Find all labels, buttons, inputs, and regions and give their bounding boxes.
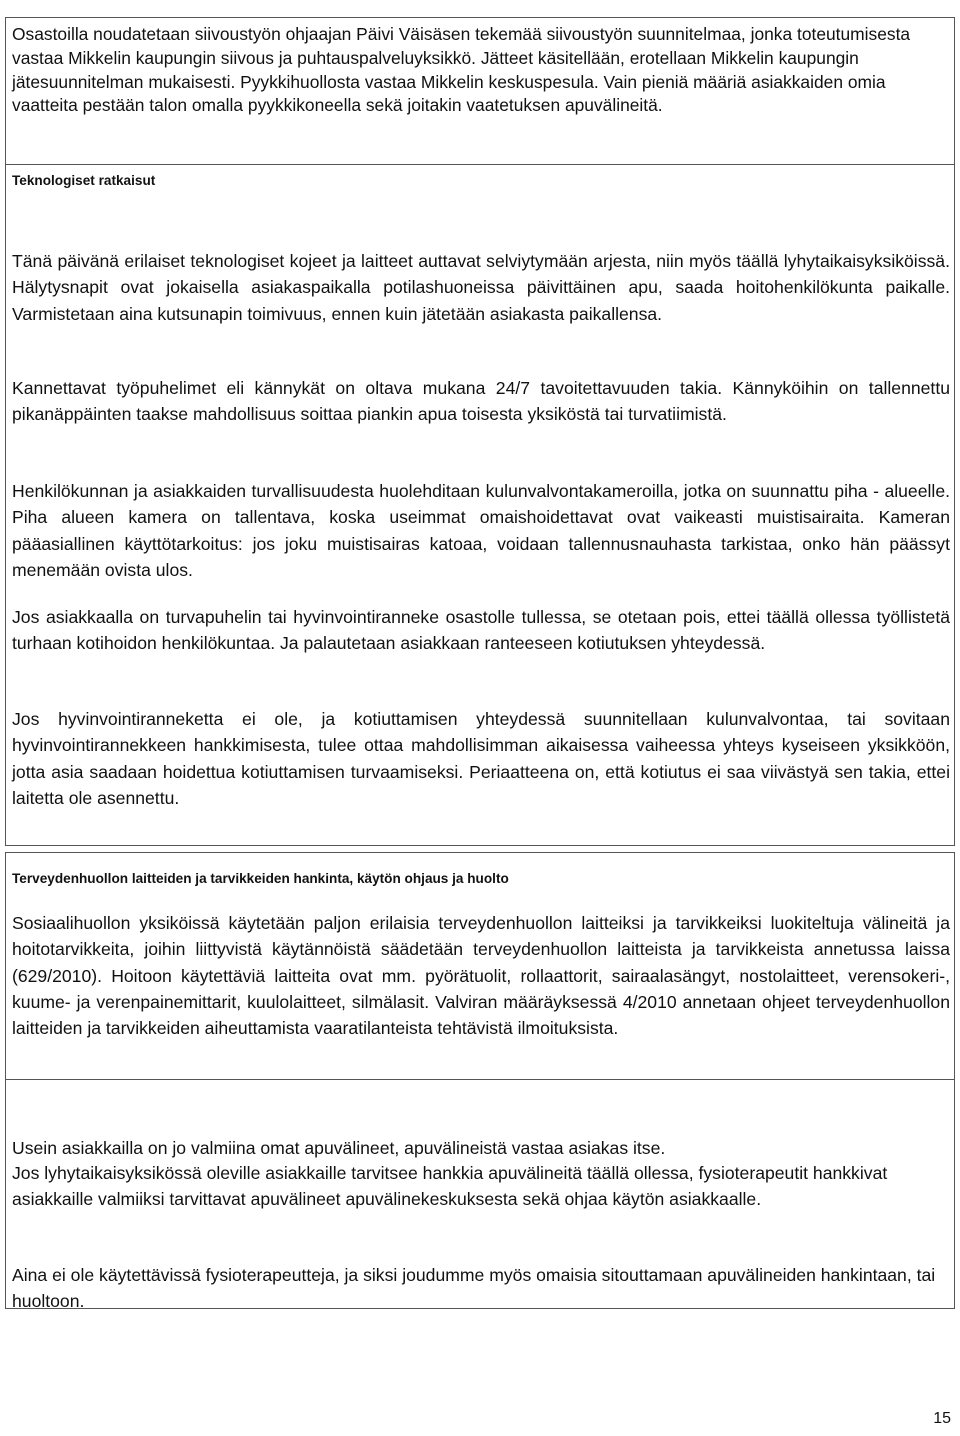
tech-heading: Teknologiset ratkaisut [12, 173, 156, 188]
health-heading: Terveydenhuollon laitteiden ja tarvikkeiden hankinta, käytön ohjaus ja huolto [12, 871, 509, 886]
tech-paragraph-2: Kannettavat työpuhelimet eli kännykät on oltava mukana 24/7 tavoitettavuuden takia. Kännyköihin on tallennettu pikanäppäinten taakse mahdollisuus soittaa piankin apua toisesta yksiköstä tai turvatiimistä. [12, 378, 950, 425]
intro-paragraph: Osastoilla noudatetaan siivoustyön ohjaajan Päivi Väisäsen tekemää siivoustyön suunnitelmaa, jonka toteutumisesta vastaa Mikkelin kaupungin siivous ja puhtauspalveluyksikkö. Jätteet käsitellään, erotellaan Mikkelin kaupungin jätesuunnitelman mukaisesti. Pyykkihuollosta vastaa Mikkelin keskuspesula. Vain pieniä määriä asiakkaiden omia vaatteita pestään talon omalla pyykkikoneella sekä joitakin vaatetuksen apuvälineitä. [12, 24, 911, 116]
tech-paragraph-3: Henkilökunnan ja asiakkaiden turvallisuudesta huolehditaan kulunvalvontakameroilla, jotka on suunnattu piha - alueelle. Piha alueen kamera on tallentava, koska useimmat omaishoidettavat ovat vaikeasti muistisairaita. Kameran pääasiallinen käyttötarkoitus: jos joku muistisairas katoaa, voidaan tallennusnauhasta tarkistaa, onko hän päässyt menemään ovista ulos. [12, 481, 950, 580]
tech-paragraph-1: Tänä päivänä erilaiset teknologiset kojeet ja laitteet auttavat selviytymään arjesta, niin myös täällä lyhytaikaisyksiköissä. Hälytysnapit ovat jokaisella asiakaspaikalla potilashuoneissa päivittäinen apu, saada hoitohenkilökunta paikalle. Varmistetaan aina kutsunapin toimivuus, ennen kuin jätetään asiakasta paikallensa. [12, 251, 950, 324]
page-number: 15 [933, 1410, 951, 1427]
tech-paragraph-5: Jos hyvinvointiranneketta ei ole, ja kotiuttamisen yhteydessä suunnitellaan kulunvalvontaa, tai sovitaan hyvinvointirannekkeen hankkimisesta, tulee ottaa mahdollisimman aikaisessa vaiheessa yhteys kyseiseen yksikköön, jotta asia saadaan hoidettua kotiuttamisen turvaamiseksi. Periaatteena on, että kotiutus ei saa viivästyä sen takia, ettei laitetta ole asennettu. [12, 709, 950, 808]
aids-paragraph-1b: Jos lyhytaikaisyksikössä oleville asiakkaille tarvitsee hankkia apuvälineitä täällä ollessa, fysioterapeutit hankkivat asiakkaille valmiiksi tarvittavat apuvälineet apuvälinekeskuksesta sekä ohjaa käytön asiakkaalle. [12, 1163, 888, 1210]
aids-paragraph-1a: Usein asiakkailla on jo valmiina omat apuvälineet, apuvälineistä vastaa asiakas itse. [12, 1138, 666, 1158]
health-paragraph: Sosiaalihuollon yksiköissä käytetään paljon erilaisia terveydenhuollon laitteiksi ja tarvikkeiksi luokiteltuja välineitä ja hoitotarvikkeita, joihin liittyvistä käytännöistä säädetään terveydenhuollon laitteista ja tarvikkeista annetussa laissa (629/2010). Hoitoon käytettäviä laitteita ovat mm. pyörätuolit, rollaattorit, sairaalasängyt, nostolaitteet, verensokeri-, kuume- ja verenpainemittarit, kuulolaitteet, silmälasit. Valviran määräyksessä 4/2010 annetaan ohjeet terveydenhuollon laitteiden ja tarvikkeiden aiheuttamista vaaratilanteista tehtävistä ilmoituksista. [12, 913, 950, 1039]
divider [5, 845, 955, 846]
tech-paragraph-4: Jos asiakkaalla on turvapuhelin tai hyvinvointiranneke osastolle tullessa, se otetaan pois, ettei täällä ollessa työllistetä turhaan kotihoidon henkilökuntaa. Ja palautetaan asiakkaan ranteeseen kotiutuksen yhteydessä. [12, 607, 950, 654]
aids-paragraph-2: Aina ei ole käytettävissä fysioterapeutteja, ja siksi joudumme myös omaisia sitouttamaan apuvälineiden hankintaan, tai huoltoon. [12, 1265, 936, 1312]
